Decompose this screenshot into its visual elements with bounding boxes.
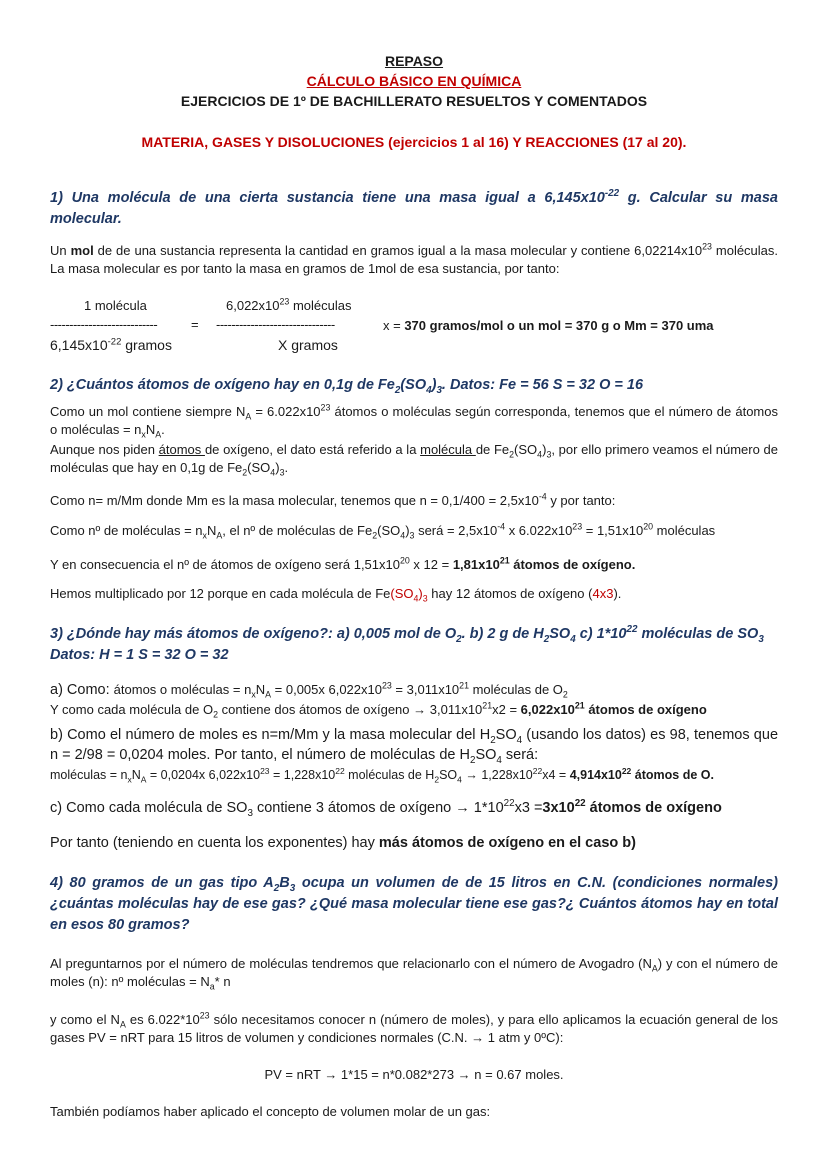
q2-paragraph-2: Aunque nos piden átomos de oxígeno, el dato está referido a la molécula de $Fe_2(SO_4)_3$, por ello primero veamos el número de moléculas que hay en 0,1g de $Fe_2(SO_4)_3$. bbox=[50, 442, 778, 478]
q1-result: x = 370 gramos/mol o un mol = 370 g o Mm = 370 uma bbox=[383, 318, 714, 333]
q4-equation: PV = nRT → 1*15 = n*0.082*273 → n = 0.67 moles. bbox=[264, 1067, 564, 1082]
q1-paragraph: Un mol de de una sustancia representa la cantidad en gramos igual a la masa molecular y contiene $6,02214x10^{23}$ moléculas. La masa molecular es por tanto la masa en gramos de 1mol de esa sustancia, por tanto: bbox=[50, 241, 779, 276]
q3-answer-a: a) Como: átomos o moléculas = $n_xN_A = 0,005x$ $6,022x10^{23} = 3,011x10^{21}$ moléculas de $O_2$ Y como cada molécula de $O_2$ contiene dos átomos de oxígeno → $3,011x10^{21}x2 = 6,022x10^{21}$ átomos de oxígeno bbox=[50, 680, 707, 720]
question-3: 3) ¿Dónde hay más átomos de oxígeno?: a) 0,005 mol de $O_2$. b) 2 g de $H_2SO_4$ c) $1*10^{22}$ moléculas de $SO_3$ Datos: H = 1 S = 32 O = 32 bbox=[50, 624, 764, 663]
doc-title-calculo: CÁLCULO BÁSICO EN QUÍMICA bbox=[306, 73, 522, 89]
doc-topics: MATERIA, GASES Y DISOLUCIONES (ejercicios 1 al 16) Y REACCIONES (17 al 20). bbox=[141, 134, 687, 150]
q2-paragraph-1: Como un mol contiene siempre $N_A = 6.022x10^{23}$ átomos o moléculas según corresponda, tenemos que el número de átomos o moléculas = $n_xN_A$. bbox=[50, 402, 778, 440]
q2-paragraph-4: Como nº de moléculas = $n_xN_A$, el nº de moléculas de $Fe_2(SO_4)_3$ será = $2,5x10^{-4}$ x $6.022x10^{23} = 1,51x10^{20}$ moléculas bbox=[50, 521, 716, 541]
question-2: 2) ¿Cuántos átomos de oxígeno hay en 0,1g de $Fe_2(SO_4)_3$. Datos: Fe = 56 S = 32 O = 16 bbox=[50, 377, 644, 396]
q2-paragraph-5: Y en consecuencia el nº de átomos de oxígeno será $1,51x10^{20}$ x $12 = 1,81x10^{21}$ átomos de oxígeno. bbox=[50, 555, 636, 572]
q2-paragraph-6: Hemos multiplicado por 12 porque en cada molécula de $Fe(SO_4)_3$ hay 12 átomos de oxígeno (4x3). bbox=[50, 586, 622, 604]
q3-answer-c: c) Como cada molécula de $SO_3$ contiene 3 átomos de oxígeno → $1*10^{22}x3 =3x10^{22}$ átomos de oxígeno bbox=[50, 798, 722, 819]
q4-paragraph-1: Al preguntarnos por el número de moléculas tendremos que relacionarlo con el número de Avogadro $(N_A)$ y con el número de moles (n): nº moléculas = $N_a*$ n bbox=[50, 956, 778, 992]
q1-fraction-equals: = bbox=[191, 317, 199, 332]
q3-conclusion: Por tanto (teniendo en cuenta los exponentes) hay más átomos de oxígeno en el caso b) bbox=[50, 835, 636, 851]
doc-subtitle: EJERCICIOS DE 1º DE BACHILLERATO RESUELTOS Y COMENTADOS bbox=[180, 93, 648, 109]
question-1: 1) Una molécula de una cierta sustancia tiene una masa igual a $6,145x10^{-22}$ g. Calcular su masa molecular. bbox=[50, 188, 778, 227]
arrow-icon: → bbox=[413, 702, 427, 717]
q2-paragraph-3: Como n= m/Mm donde Mm es la masa molecular, tenemos que $n = 0,1/400 = 2,5x10^{-4}$ y por tanto: bbox=[50, 491, 616, 508]
doc-title-repaso: REPASO bbox=[384, 53, 444, 69]
q1-fraction-bar1: ---------------------------- bbox=[50, 317, 158, 332]
q1-fraction-den1: $6,145x10^{-22}$ gramos bbox=[50, 336, 172, 353]
q3-answer-b: b) Como el número de moles es n=m/Mm y la masa molecular del $H_2SO_4$ (usando los datos) es 98, tenemos que n = 2/98 = 0,0204 moles. Por tanto, el número de moléculas de $H_2SO_4$ será: bbox=[50, 727, 779, 766]
q1-fraction-den2: X gramos bbox=[278, 337, 338, 353]
q4-paragraph-2: y como el $N_A$ es $6.022*10^{23}$ sólo necesitamos conocer n (número de moles), y para ello aplicamos la ecuación general de los gases PV = nRT para 15 litros de volumen y condiciones normales (C.N. → 1 atm y 0ºC): bbox=[50, 1010, 779, 1045]
q1-fraction-num2: $6,022x10^{23}$ moléculas bbox=[226, 296, 352, 313]
q1-fraction-num1: 1 molécula bbox=[84, 298, 147, 313]
q4-paragraph-3: También podíamos haber aplicado el concepto de volumen molar de un gas: bbox=[50, 1104, 491, 1119]
question-4: 4) 80 gramos de un gas tipo $A_2B_3$ ocupa un volumen de de 15 litros en C.N. (condiciones normales) ¿cuántas moléculas hay de ese gas? ¿Qué masa molecular tiene ese gas?¿ Cuántos átomos hay en total en esos 80 gramos? bbox=[50, 875, 779, 933]
q3-answer-b-calc: moléculas = $n_xN_A = 0,0204x$ $6,022x10^{23} = 1,228x10^{22}$ moléculas de $H_2SO_4 \to 1,228x10^{22}x4 = 4,914x10^{22}$ átomos de O. bbox=[50, 765, 714, 785]
q1-fraction-bar2: ------------------------------- bbox=[216, 317, 335, 332]
